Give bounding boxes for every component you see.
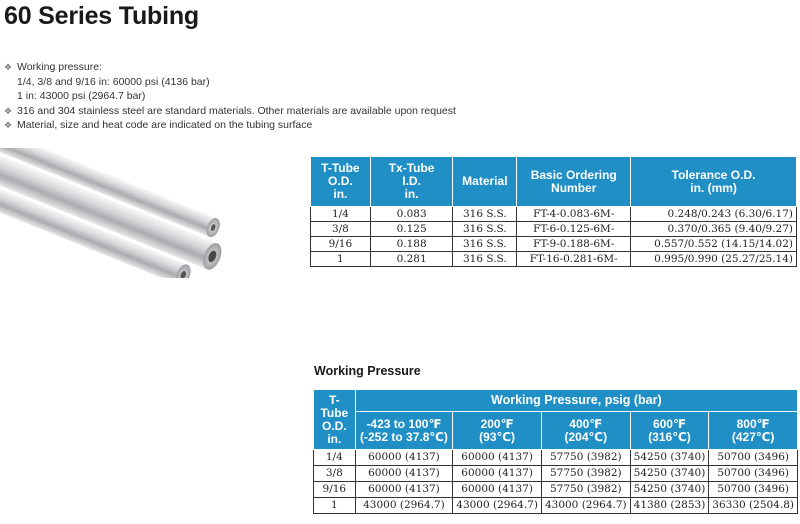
pressure-cell: 60000 (4137) (453, 466, 542, 482)
od-cell: 1 (314, 498, 356, 514)
pressure-cell: 60000 (4137) (453, 450, 542, 466)
material-cell: 316 S.S. (453, 252, 517, 267)
temperature-header: -423 to 100℉ (-252 to 37.8℃) (355, 412, 453, 450)
temperature-header: 600℉ (316℃) (630, 412, 709, 450)
od-header: T-Tube O.D. in. (314, 390, 356, 450)
tolerance-header: Tolerance O.D. in. (mm) (631, 157, 797, 207)
material-cell: 316 S.S. (453, 237, 517, 252)
ordering-header: Basic Ordering Number (517, 157, 631, 207)
list-item (4, 118, 456, 133)
table-row (314, 498, 798, 514)
pressure-cell: 60000 (4137) (355, 466, 453, 482)
temperature-header: 800℉ (427℃) (709, 412, 798, 450)
material-cell: 316 S.S. (453, 207, 517, 222)
pressure-cell: 60000 (4137) (453, 482, 542, 498)
pressure-table-header-row (314, 390, 798, 412)
pressure-cell: 50700 (3496) (709, 450, 798, 466)
pressure-cell: 36330 (2504.8) (709, 498, 798, 514)
id-cell: 0.188 (370, 237, 453, 252)
od-cell: 1/4 (314, 450, 356, 466)
ordering-cell: FT-4-0.083-6M- (517, 207, 631, 222)
ordering-cell: FT-9-0.188-6M- (517, 237, 631, 252)
pressure-cell: 54250 (3740) (630, 482, 709, 498)
table-row (311, 207, 797, 222)
feature-list (4, 60, 456, 133)
pressure-cell: 41380 (2853) (630, 498, 709, 514)
pressure-cell: 43000 (2964.7) (355, 498, 453, 514)
od-cell: 9/16 (311, 237, 371, 252)
materials-note: 316 and 304 stainless steel are standard materials. Other materials are available upon request (17, 104, 456, 117)
diamond-icon: ❖ (4, 105, 13, 116)
pressure-cell: 57750 (3982) (541, 482, 630, 498)
pressure-cell: 57750 (3982) (541, 466, 630, 482)
table-row (311, 237, 797, 252)
temperature-header: 200℉ (93℃) (453, 412, 542, 450)
pressure-cell: 54250 (3740) (630, 466, 709, 482)
pressure-cell: 54250 (3740) (630, 450, 709, 466)
pressure-table (313, 389, 798, 514)
pressure-cell: 43000 (2964.7) (453, 498, 542, 514)
tolerance-cell: 0.248/0.243 (6.30/6.17) (631, 207, 797, 222)
marking-note: Material, size and heat code are indicated on the tubing surface (17, 119, 313, 131)
material-header: Material (453, 157, 517, 207)
table-row (314, 450, 798, 466)
diamond-icon: ❖ (4, 62, 13, 72)
pressure-cell: 60000 (4137) (355, 482, 453, 498)
od-cell: 1/4 (311, 207, 371, 222)
ordering-cell: FT-6-0.125-6M- (517, 222, 631, 237)
pressure-cell: 43000 (2964.7) (541, 498, 630, 514)
diamond-icon: ❖ (4, 120, 13, 130)
od-cell: 1 (311, 252, 371, 267)
working-pressure-label: Working pressure: (17, 61, 103, 73)
pressure-cell: 60000 (4137) (355, 450, 453, 466)
page-title: 60 Series Tubing (4, 2, 200, 30)
id-header: Tx-Tube I.D. in. (370, 157, 453, 207)
tubing-icon (0, 148, 228, 278)
table-row (311, 252, 797, 267)
pressure-cell: 50700 (3496) (709, 482, 798, 498)
tolerance-cell: 0.557/0.552 (14.15/14.02) (631, 237, 797, 252)
working-pressure-header: Working Pressure, psig (bar) (355, 390, 797, 412)
table-row (314, 466, 798, 482)
pressure-line-1: 1/4, 3/8 and 9/16 in: 60000 psi (4136 bar) (17, 75, 210, 88)
od-cell: 3/8 (311, 222, 371, 237)
od-cell: 3/8 (314, 466, 356, 482)
list-item (4, 104, 456, 119)
section-title: Working Pressure (314, 364, 421, 378)
pressure-cell: 57750 (3982) (541, 450, 630, 466)
od-cell: 9/16 (314, 482, 356, 498)
temperature-header: 400℉ (204℃) (541, 412, 630, 450)
tolerance-cell: 0.995/0.990 (25.27/25.14) (631, 252, 797, 267)
table-row (314, 482, 798, 498)
pressure-cell: 50700 (3496) (709, 466, 798, 482)
id-cell: 0.125 (370, 222, 453, 237)
id-cell: 0.281 (370, 252, 453, 267)
pressure-line-2: 1 in: 43000 psi (2964.7 bar) (17, 90, 146, 102)
ordering-cell: FT-16-0.281-6M- (517, 252, 631, 267)
table-row (311, 222, 797, 237)
temperature-header-row (314, 412, 798, 450)
od-header: T-Tube O.D. in. (311, 157, 371, 207)
spec-table-header-row (311, 157, 797, 207)
id-cell: 0.083 (370, 207, 453, 222)
list-item (4, 60, 456, 75)
material-cell: 316 S.S. (453, 222, 517, 237)
spec-table (310, 156, 797, 267)
tolerance-cell: 0.370/0.365 (9.40/9.27) (631, 222, 797, 237)
